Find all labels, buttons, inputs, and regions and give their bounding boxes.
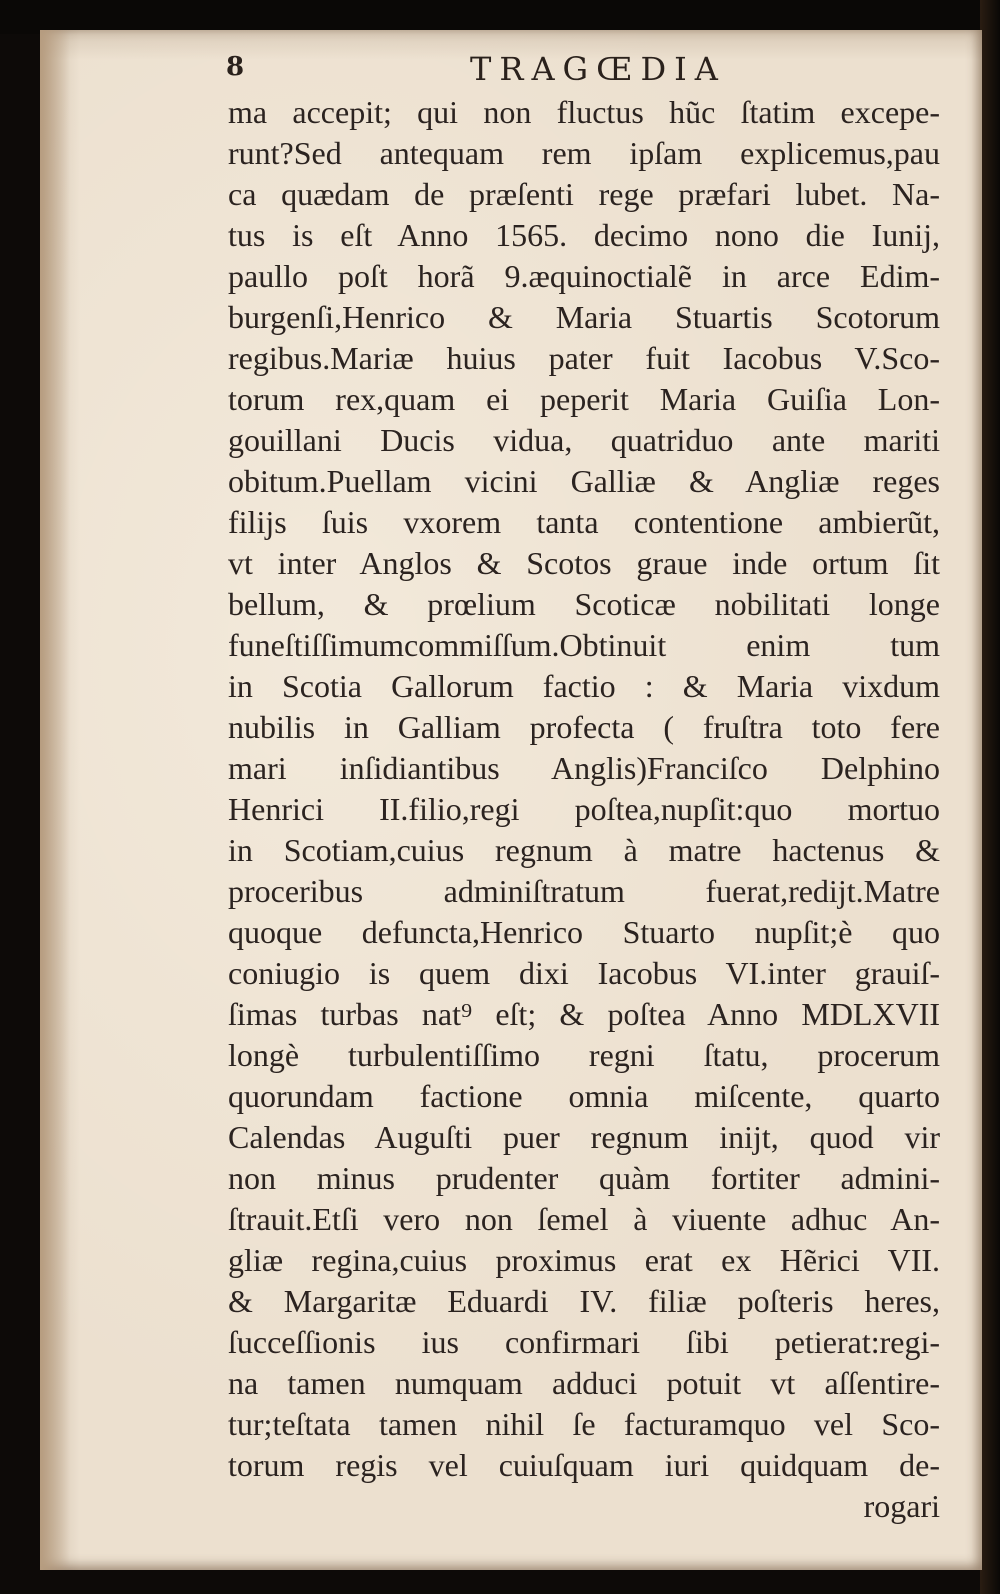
text-line: ma accepit; qui non fluctus hũc ſtatim excepe- — [228, 94, 940, 130]
text-line: ca quædam de præſenti rege præfari lubet. Na- — [228, 176, 940, 212]
text-line: Henrici II.filio,regi poſtea,nupſit:quo mortuo — [228, 791, 940, 827]
text-line: Calendas Auguſti puer regnum inijt, quod vir — [228, 1119, 940, 1155]
body-text — [228, 92, 940, 1527]
text-line: ſimas turbas nat⁹ eſt; & poſtea Anno MDLXVII — [228, 996, 940, 1032]
catchword: rogari — [863, 1488, 940, 1524]
text-line: in Scotia Gallorum factio : & Maria vixdum — [228, 668, 940, 704]
text-line: filijs ſuis vxorem tanta contentione ambierũt, — [228, 504, 940, 540]
page-number: 8 — [226, 52, 245, 82]
text-line: ſucceſſionis ius confirmari ſibi petierat:regi- — [228, 1324, 940, 1360]
text-line: runt?Sed antequam rem ipſam explicemus,pau — [228, 135, 940, 171]
text-line: torum rex,quam ei peperit Maria Guiſia Lon- — [228, 381, 940, 417]
text-line: nubilis in Galliam profecta ( fruſtra toto fere — [228, 709, 940, 745]
scanner-right-edge — [980, 0, 1000, 1594]
text-line: longè turbulentiſſimo regni ſtatu, procerum — [228, 1037, 940, 1073]
running-head — [40, 50, 982, 90]
text-line: quoque defuncta,Henrico Stuarto nupſit;è quo — [228, 914, 940, 950]
running-title: TRAGŒDIA — [470, 50, 726, 88]
page-gutter — [40, 30, 70, 1570]
text-line: na tamen numquam adduci potuit vt aſſentire- — [228, 1365, 940, 1401]
text-line: non minus prudenter quàm fortiter admini- — [228, 1160, 940, 1196]
text-line: proceribus adminiſtratum fuerat,redijt.Matre — [228, 873, 940, 909]
text-line: quorundam factione omnia miſcente, quarto — [228, 1078, 940, 1114]
text-line: burgenſi,Henrico & Maria Stuartis Scotorum — [228, 299, 940, 335]
text-line: gouillani Ducis vidua, quatriduo ante mariti — [228, 422, 940, 458]
text-line: bellum, & prœlium Scoticæ nobilitati longe — [228, 586, 940, 622]
text-line: & Margaritæ Eduardi IV. filiæ poſteris heres, — [228, 1283, 940, 1319]
text-line: paullo poſt horã 9.æquinoctialẽ in arce Edim- — [228, 258, 940, 294]
text-line: mari inſidiantibus Anglis)Franciſco Delphino — [228, 750, 940, 786]
text-line: torum regis vel cuiuſquam iuri quidquam de- — [228, 1447, 940, 1483]
text-line: gliæ regina,cuius proximus erat ex Hẽrici VII. — [228, 1242, 940, 1278]
text-line: in Scotiam,cuius regnum à matre hactenus & — [228, 832, 940, 868]
scanner-top-band — [0, 0, 1000, 34]
text-line: coniugio is quem dixi Iacobus VI.inter grauiſ- — [228, 955, 940, 991]
text-line: vt inter Anglos & Scotos graue inde ortum ſit — [228, 545, 940, 581]
book-page — [40, 30, 982, 1570]
text-line: tus is eſt Anno 1565. decimo nono die Iunij, — [228, 217, 940, 253]
text-line: regibus.Mariæ huius pater fuit Iacobus V.Sco- — [228, 340, 940, 376]
text-line: tur;teſtata tamen nihil ſe facturamquo vel Sco- — [228, 1406, 940, 1442]
text-line: obitum.Puellam vicini Galliæ & Angliæ reges — [228, 463, 940, 499]
text-line: ſtrauit.Etſi vero non ſemel à viuente adhuc An- — [228, 1201, 940, 1237]
text-line: funeſtiſſimumcommiſſum.Obtinuit enim tum — [228, 627, 940, 663]
